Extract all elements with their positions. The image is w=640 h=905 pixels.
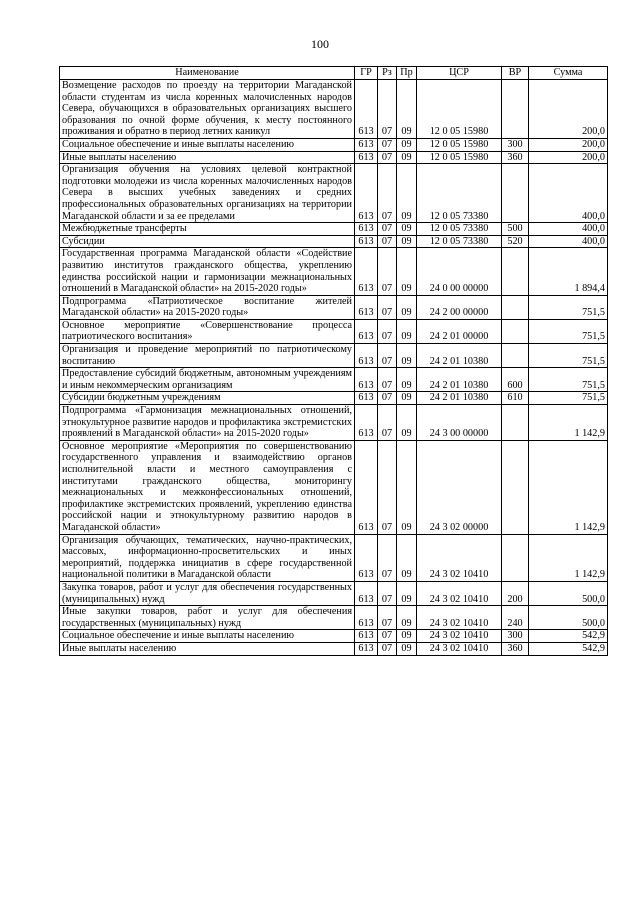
cell-pr: 09 (397, 392, 417, 405)
cell-pr: 09 (397, 295, 417, 319)
table-row (60, 319, 608, 343)
cell-vr (502, 440, 529, 534)
cell-name: Субсидии (60, 235, 355, 248)
table-row (60, 392, 608, 405)
cell-name: Межбюджетные трансферты (60, 223, 355, 236)
cell-sum: 542,9 (529, 630, 608, 643)
cell-rz: 07 (378, 392, 397, 405)
cell-gr: 613 (355, 581, 378, 605)
table-row (60, 630, 608, 643)
cell-name: Иные выплаты населению (60, 642, 355, 655)
cell-gr: 613 (355, 344, 378, 368)
cell-csr: 24 2 01 00000 (417, 319, 502, 343)
cell-rz: 07 (378, 581, 397, 605)
cell-gr: 613 (355, 606, 378, 630)
cell-rz: 07 (378, 344, 397, 368)
cell-pr: 09 (397, 248, 417, 295)
table-row (60, 295, 608, 319)
cell-rz: 07 (378, 368, 397, 392)
cell-sum: 400,0 (529, 223, 608, 236)
cell-name: Закупка товаров, работ и услуг для обеспечения государственных (муниципальных) нужд (60, 581, 355, 605)
cell-rz: 07 (378, 440, 397, 534)
cell-csr: 24 3 02 10410 (417, 581, 502, 605)
cell-sum: 1 894,4 (529, 248, 608, 295)
cell-sum: 751,5 (529, 392, 608, 405)
cell-sum: 751,5 (529, 344, 608, 368)
table-row (60, 405, 608, 441)
cell-csr: 12 0 05 73380 (417, 223, 502, 236)
table-row (60, 151, 608, 164)
cell-csr: 24 3 02 10410 (417, 534, 502, 581)
cell-name: Основное мероприятие «Совершенствование процесса патриотического воспитания» (60, 319, 355, 343)
cell-csr: 24 2 01 10380 (417, 368, 502, 392)
cell-sum: 500,0 (529, 606, 608, 630)
cell-sum: 500,0 (529, 581, 608, 605)
cell-vr: 360 (502, 642, 529, 655)
cell-gr: 613 (355, 392, 378, 405)
cell-gr: 613 (355, 164, 378, 223)
cell-sum: 1 142,9 (529, 440, 608, 534)
table-row (60, 534, 608, 581)
cell-csr: 24 2 01 10380 (417, 344, 502, 368)
cell-name: Основное мероприятие «Мероприятия по совершенствованию государственного управления и взаимодействию органов исполнительной власти и местного самоуправления с институтами гражданского общества, мониторингу межнациональных и межконфессиональных отношений, профилактике экстремистских проявлений, укреплению единства российской нации и этнокультурному развитию народов в Магаданской области» (60, 440, 355, 534)
header-pr: Пр (397, 67, 417, 80)
cell-name: Субсидии бюджетным учреждениям (60, 392, 355, 405)
cell-csr: 12 0 05 73380 (417, 235, 502, 248)
header-csr: ЦСР (417, 67, 502, 80)
cell-rz: 07 (378, 534, 397, 581)
cell-vr (502, 534, 529, 581)
cell-name: Организация обучения на условиях целевой контрактной подготовки молодежи из числа коренных малочисленных народов Севера в высших учебных заведениях и средних профессиональных образовательных организациях на территории Магаданской области и за ее пределами (60, 164, 355, 223)
cell-gr: 613 (355, 235, 378, 248)
cell-pr: 09 (397, 151, 417, 164)
header-vr: ВР (502, 67, 529, 80)
cell-vr (502, 80, 529, 139)
cell-rz: 07 (378, 405, 397, 441)
header-name: Наименование (60, 67, 355, 80)
cell-vr: 240 (502, 606, 529, 630)
cell-pr: 09 (397, 405, 417, 441)
cell-name: Предоставление субсидий бюджетным, автономным учреждениям и иным некоммерческим организациям (60, 368, 355, 392)
cell-gr: 613 (355, 319, 378, 343)
cell-csr: 12 0 05 15980 (417, 151, 502, 164)
cell-rz: 07 (378, 606, 397, 630)
budget-table (59, 66, 608, 656)
table-row (60, 581, 608, 605)
cell-vr: 300 (502, 138, 529, 151)
cell-vr (502, 405, 529, 441)
cell-pr: 09 (397, 581, 417, 605)
table-row (60, 80, 608, 139)
table-row (60, 164, 608, 223)
table-row (60, 235, 608, 248)
cell-csr: 24 3 02 10410 (417, 642, 502, 655)
table-row (60, 344, 608, 368)
cell-vr: 500 (502, 223, 529, 236)
cell-vr: 520 (502, 235, 529, 248)
header-gr: ГР (355, 67, 378, 80)
cell-pr: 09 (397, 440, 417, 534)
cell-csr: 24 3 00 00000 (417, 405, 502, 441)
header-sum: Сумма (529, 67, 608, 80)
cell-name: Иные закупки товаров, работ и услуг для обеспечения государственных (муниципальных) нужд (60, 606, 355, 630)
table-row (60, 138, 608, 151)
cell-csr: 24 0 00 00000 (417, 248, 502, 295)
cell-sum: 751,5 (529, 319, 608, 343)
cell-vr: 360 (502, 151, 529, 164)
cell-rz: 07 (378, 642, 397, 655)
cell-name: Социальное обеспечение и иные выплаты населению (60, 630, 355, 643)
cell-gr: 613 (355, 295, 378, 319)
cell-gr: 613 (355, 405, 378, 441)
cell-gr: 613 (355, 80, 378, 139)
cell-vr (502, 164, 529, 223)
cell-pr: 09 (397, 606, 417, 630)
table-header-row (60, 67, 608, 80)
cell-csr: 24 2 01 10380 (417, 392, 502, 405)
cell-vr (502, 344, 529, 368)
cell-vr (502, 295, 529, 319)
cell-csr: 12 0 05 15980 (417, 80, 502, 139)
cell-vr: 600 (502, 368, 529, 392)
cell-pr: 09 (397, 235, 417, 248)
cell-sum: 1 142,9 (529, 405, 608, 441)
table-row (60, 606, 608, 630)
cell-rz: 07 (378, 248, 397, 295)
cell-name: Государственная программа Магаданской области «Содействие развитию институтов гражданского общества, укреплению единства российской нации и гармонизации межнациональных отношений в Магаданской области» на 2015-2020 годы» (60, 248, 355, 295)
cell-gr: 613 (355, 534, 378, 581)
cell-gr: 613 (355, 368, 378, 392)
cell-rz: 07 (378, 295, 397, 319)
cell-sum: 200,0 (529, 80, 608, 139)
cell-gr: 613 (355, 151, 378, 164)
cell-sum: 400,0 (529, 164, 608, 223)
page-number: 100 (311, 37, 329, 51)
cell-pr: 09 (397, 138, 417, 151)
table-row (60, 440, 608, 534)
cell-gr: 613 (355, 630, 378, 643)
table-row (60, 368, 608, 392)
cell-name: Социальное обеспечение и иные выплаты населению (60, 138, 355, 151)
cell-name: Организация обучающих, тематических, научно-практических, массовых, информационно-просветительских и иных мероприятий, поддержка инициатив в сфере государственной национальной политики в Магаданской области (60, 534, 355, 581)
cell-name: Подпрограмма «Патриотическое воспитание жителей Магаданской области» на 2015-2020 годы» (60, 295, 355, 319)
cell-name: Возмещение расходов по проезду на территории Магаданской области студентам из числа коренных малочисленных народов Севера, обучающихся в образовательных организациях высшего образования по очной форме обучения, к месту постоянного проживания и обратно в период летних каникул (60, 80, 355, 139)
cell-sum: 1 142,9 (529, 534, 608, 581)
cell-sum: 200,0 (529, 138, 608, 151)
cell-rz: 07 (378, 319, 397, 343)
cell-sum: 542,9 (529, 642, 608, 655)
cell-gr: 613 (355, 223, 378, 236)
table-body (60, 80, 608, 656)
cell-gr: 613 (355, 440, 378, 534)
cell-rz: 07 (378, 138, 397, 151)
cell-sum: 751,5 (529, 368, 608, 392)
cell-csr: 24 3 02 10410 (417, 630, 502, 643)
cell-rz: 07 (378, 80, 397, 139)
cell-rz: 07 (378, 164, 397, 223)
cell-name: Иные выплаты населению (60, 151, 355, 164)
cell-name: Подпрограмма «Гармонизация межнациональных отношений, этнокультурное развитие народов и профилактика экстремистских проявлений в Магаданской области» на 2015-2020 годы» (60, 405, 355, 441)
cell-pr: 09 (397, 164, 417, 223)
cell-pr: 09 (397, 642, 417, 655)
cell-vr: 610 (502, 392, 529, 405)
cell-rz: 07 (378, 223, 397, 236)
table-row (60, 248, 608, 295)
cell-gr: 613 (355, 138, 378, 151)
cell-pr: 09 (397, 344, 417, 368)
cell-rz: 07 (378, 630, 397, 643)
cell-pr: 09 (397, 319, 417, 343)
cell-sum: 751,5 (529, 295, 608, 319)
cell-pr: 09 (397, 223, 417, 236)
cell-sum: 200,0 (529, 151, 608, 164)
cell-csr: 24 3 02 10410 (417, 606, 502, 630)
cell-pr: 09 (397, 534, 417, 581)
cell-sum: 400,0 (529, 235, 608, 248)
cell-gr: 613 (355, 248, 378, 295)
cell-rz: 07 (378, 151, 397, 164)
cell-name: Организация и проведение мероприятий по патриотическому воспитанию (60, 344, 355, 368)
cell-csr: 12 0 05 15980 (417, 138, 502, 151)
cell-gr: 613 (355, 642, 378, 655)
cell-vr (502, 319, 529, 343)
cell-pr: 09 (397, 80, 417, 139)
cell-pr: 09 (397, 630, 417, 643)
table-row (60, 642, 608, 655)
cell-csr: 12 0 05 73380 (417, 164, 502, 223)
cell-rz: 07 (378, 235, 397, 248)
table-row (60, 223, 608, 236)
cell-pr: 09 (397, 368, 417, 392)
cell-csr: 24 2 00 00000 (417, 295, 502, 319)
cell-csr: 24 3 02 00000 (417, 440, 502, 534)
cell-vr: 300 (502, 630, 529, 643)
cell-vr: 200 (502, 581, 529, 605)
cell-vr (502, 248, 529, 295)
header-rz: Рз (378, 67, 397, 80)
